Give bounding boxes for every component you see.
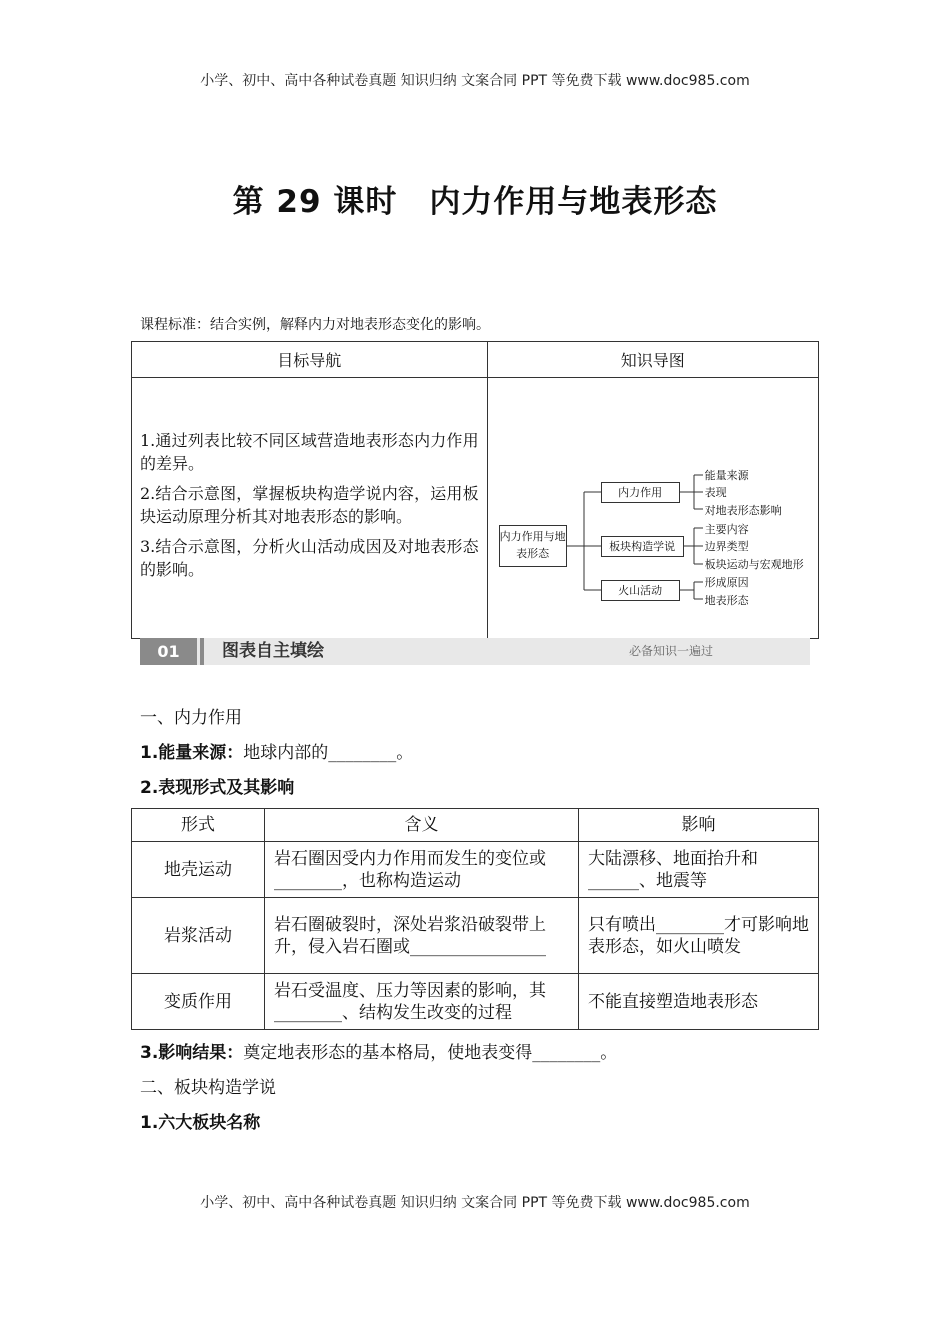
goals-cell [132,378,488,639]
result-line [140,1038,617,1063]
mindmap-branch: 内力作用 [601,482,680,503]
table-header: 含义 [265,809,579,842]
mindmap-header: 知识导图 [487,342,818,378]
goal-item: 2.结合示意图，掌握板块构造学说内容，运用板块运动原理分析其对地表形态的影响。 [140,483,479,526]
mindmap-leaf: 地表形态 [704,594,749,607]
mindmap-leaf: 板块运动与宏观地形 [704,558,804,571]
form-cell: 变质作用 [132,974,265,1030]
energy-source-text: 地球内部的________。 [243,743,414,763]
table-header: 形式 [132,809,265,842]
forms-heading: 2.表现形式及其影响 [140,778,295,798]
forms-table [131,808,819,1030]
goal-item: 3.结合示意图，分析火山活动成因及对地表形态的影响。 [140,536,479,579]
impact-cell: 只有喷出________才可影响地表形态，如火山喷发 [579,898,819,974]
mindmap-leaf: 对地表形态影响 [704,504,782,517]
section-band [140,638,810,665]
result-label: 3.影响结果： [140,1043,244,1063]
mindmap-branch: 火山活动 [601,580,680,601]
heading-internal-forces: 一、内力作用 [140,708,242,728]
result-text: 奠定地表形态的基本格局，使地表变得________。 [243,1043,618,1063]
goal-item: 1.通过列表比较不同区域营造地表形态内力作用的差异。 [140,430,479,473]
impact-cell: 不能直接塑造地表形态 [579,974,819,1030]
mindmap [487,378,818,639]
table-row [132,974,819,1030]
table-row [132,898,819,974]
course-standard: 课程标准：结合实例，解释内力对地表形态变化的影响。 [140,317,490,333]
form-cell: 岩浆活动 [132,898,265,974]
section-divider [200,638,204,665]
section-title: 图表自主填绘 [222,641,324,661]
form-cell: 地壳运动 [132,842,265,898]
mindmap-root: 内力作用与地表形态 [499,525,567,567]
heading-plate-tectonics: 二、板块构造学说 [140,1078,276,1098]
meaning-cell: 岩石圈因受内力作用而发生的变位或________，也称构造运动 [265,842,579,898]
mindmap-leaf: 主要内容 [704,523,749,536]
page-title: 第 29 课时 内力作用与地表形态 [232,184,718,220]
section-number: 01 [140,638,197,665]
table-header: 影响 [579,809,819,842]
overview-table [131,341,819,639]
mindmap-leaf: 能量来源 [704,469,749,482]
meaning-cell: 岩石受温度、压力等因素的影响，其________、结构发生改变的过程 [265,974,579,1030]
mindmap-branch: 板块构造学说 [601,536,684,557]
energy-source-label: 1.能量来源： [140,743,244,763]
mindmap-leaf: 边界类型 [704,540,749,553]
section-subtitle: 必备知识一遍过 [628,644,713,658]
page-footer: 小学、初中、高中各种试卷真题 知识归纳 文案合同 PPT 等免费下载 www.doc985.com [200,1195,750,1211]
impact-cell: 大陆漂移、地面抬升和______、地震等 [579,842,819,898]
meaning-cell: 岩石圈破裂时，深处岩浆沿破裂带上升，侵入岩石圈或________________ [265,898,579,974]
mindmap-leaf: 表现 [704,486,727,499]
mindmap-leaf: 形成原因 [704,576,749,589]
six-plates-heading: 1.六大板块名称 [140,1113,261,1133]
energy-source-line [140,738,413,763]
table-header-row [132,809,819,842]
page-header: 小学、初中、高中各种试卷真题 知识归纳 文案合同 PPT 等免费下载 www.doc985.com [200,73,750,89]
goals-header: 目标导航 [132,342,488,378]
table-row [132,842,819,898]
